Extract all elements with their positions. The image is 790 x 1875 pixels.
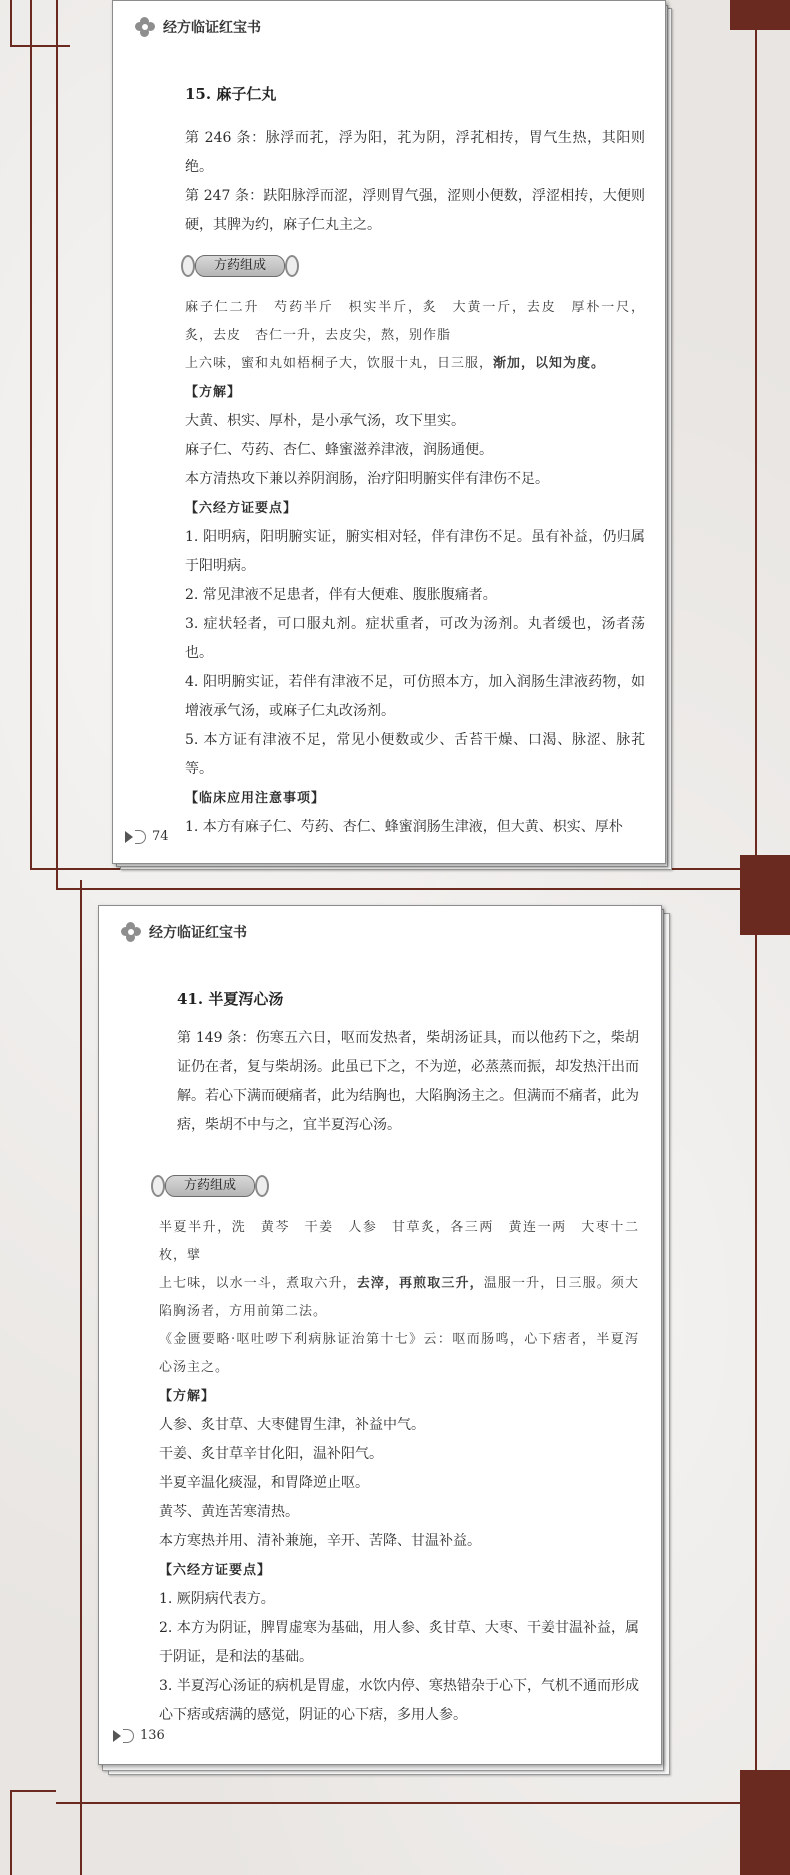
clause-paragraph: 第 247 条：趺阳脉浮而涩，浮则胃气强，涩则小便数，浮涩相抟，大便则硬，其脾为约，麻子仁丸主之。 — [185, 188, 645, 233]
frame-line — [56, 888, 790, 890]
linchuang-heading: 【临床应用注意事项】 — [185, 791, 326, 806]
fangjie-line: 大黄、枳实、厚朴，是小承气汤，攻下里实。 — [185, 413, 465, 429]
fangjie-line: 人参、炙甘草、大枣健胃生津，补益中气。 — [159, 1417, 425, 1433]
frame-line — [10, 1790, 56, 1792]
liujing-line: 1. 阳明病，阳明腑实证，腑实相对轻，伴有津伤不足。虽有补益，仍归属于阳明病。 — [185, 529, 645, 574]
frame-line — [56, 1802, 790, 1804]
banner-label: 方药组成 — [195, 255, 285, 277]
page-ring-icon — [123, 1729, 134, 1743]
book-page-136 — [98, 905, 662, 1765]
fangjie-line: 麻子仁、芍药、杏仁、蜂蜜滋养津液，润肠通便。 — [185, 442, 493, 458]
section-title: 15. 麻子仁丸 — [185, 85, 277, 103]
clause-paragraph: 第 246 条：脉浮而芤，浮为阳，芤为阴，浮芤相抟，胃气生热，其阳则绝。 — [185, 130, 645, 175]
fangjie-line: 本方清热攻下兼以养阴润肠，治疗阳明腑实伴有津伤不足。 — [185, 471, 549, 487]
method-plain: 温服一升，日三服。须大陷胸汤者，方用前第二法。 — [159, 1276, 639, 1319]
frame-line — [10, 0, 12, 45]
page-ring-icon — [135, 830, 146, 844]
frame-line — [56, 0, 58, 890]
liujing-line: 3. 症状轻者，可口服丸剂。症状重者，可改为汤剂。丸者缓也，汤者荡也。 — [185, 616, 645, 661]
formula-text: 半夏半升，洗 黄芩 干姜 人参 甘草炙，各三两 黄连一两 大枣十二枚，擘 — [159, 1220, 639, 1263]
formula-block — [159, 1214, 639, 1730]
frame-line — [10, 1790, 12, 1875]
frame-line — [755, 0, 757, 1875]
liujing-heading: 【六经方证要点】 — [185, 501, 298, 516]
frame-corner-block — [740, 1770, 790, 1875]
liujing-line: 5. 本方证有津液不足，常见小便数或少、舌苔干燥、口渴、脉涩、脉芤等。 — [185, 732, 645, 777]
formula-block — [185, 294, 645, 842]
banner-cap — [285, 255, 299, 277]
page-number-text: 136 — [140, 1728, 165, 1743]
page-number — [113, 1728, 165, 1743]
liujing-line: 4. 阳明腑实证，若伴有津液不足，可仿照本方，加入润肠生津液药物，如增液承气汤，或麻子仁丸改汤剂。 — [185, 674, 645, 719]
clause-paragraph: 第 149 条：伤寒五六日，呕而发热者，柴胡汤证具，而以他药下之，柴胡证仍在者，复与柴胡汤。此虽已下之，不为逆，必蒸蒸而振，却发热汗出而解。若心下满而硬痛者，此为结胸也，大陷胸汤主之。但满而不痛者，此为痞，柴胡不中与之，宜半夏泻心汤。 — [177, 1030, 639, 1133]
method-text — [185, 350, 645, 378]
banner-cap — [181, 255, 195, 277]
frame-corner-block — [740, 855, 790, 935]
linchuang-line: 1. 本方有麻子仁、芍药、杏仁、蜂蜜润肠生津液，但大黄、枳实、厚朴 — [185, 819, 623, 835]
fangjie-heading: 【方解】 — [185, 385, 242, 400]
frame-line — [10, 45, 70, 47]
clause-block — [177, 1024, 639, 1140]
section-title: 41. 半夏泻心汤 — [177, 990, 284, 1008]
book-panel-2 — [80, 905, 720, 1795]
liujing-heading: 【六经方证要点】 — [159, 1563, 272, 1578]
fangjie-line: 黄芩、黄连苦寒清热。 — [159, 1504, 299, 1520]
method-bold: 渐加，以知为度。 — [493, 356, 606, 371]
method-text — [159, 1270, 639, 1326]
book-panel-1 — [80, 0, 680, 885]
page-header — [135, 15, 261, 39]
clause-block — [185, 124, 645, 240]
book-title: 经方临证红宝书 — [149, 925, 247, 941]
liujing-line: 2. 常见津液不足患者，伴有大便难、腹胀腹痛者。 — [185, 587, 497, 603]
liujing-line: 2. 本方为阴证，脾胃虚寒为基础，用人参、炙甘草、大枣、干姜甘温补益，属于阴证，是和法的基础。 — [159, 1620, 639, 1665]
page-arrow-icon — [125, 831, 133, 843]
formula-text: 麻子仁二升 芍药半斤 枳实半斤，炙 大黄一斤，去皮 厚朴一尺，炙，去皮 杏仁一升，去皮尖，熬，别作脂 — [185, 300, 645, 343]
banner-formula — [181, 254, 299, 278]
book-page-74 — [112, 0, 666, 864]
method-plain: 上七味，以水一斗，煮取六升， — [159, 1276, 357, 1291]
fangjie-line: 干姜、炙甘草辛甘化阳，温补阳气。 — [159, 1446, 383, 1462]
banner-label: 方药组成 — [165, 1175, 255, 1197]
page-arrow-icon — [113, 1730, 121, 1742]
fangjie-line: 本方寒热并用、清补兼施，辛开、苦降、甘温补益。 — [159, 1533, 481, 1549]
page-number — [125, 829, 169, 844]
banner-cap — [255, 1175, 269, 1197]
method-bold: 去滓，再煎取三升， — [356, 1276, 484, 1291]
banner-formula — [151, 1174, 269, 1198]
jingui-text: 《金匮要略·呕吐哕下利病脉证治第十七》云：呕而肠鸣，心下痞者，半夏泻心汤主之。 — [159, 1332, 639, 1375]
method-plain: 上六味，蜜和丸如梧桐子大，饮服十丸，日三服， — [185, 356, 494, 371]
book-title: 经方临证红宝书 — [163, 20, 261, 36]
banner-cap — [151, 1175, 165, 1197]
page-header — [121, 920, 247, 944]
liujing-line: 1. 厥阴病代表方。 — [159, 1591, 275, 1607]
liujing-line: 3. 半夏泻心汤证的病机是胃虚，水饮内停、寒热错杂于心下，气机不通而形成心下痞或痞满的感觉，阴证的心下痞，多用人参。 — [159, 1678, 639, 1723]
frame-line — [30, 0, 32, 870]
flower-ornament-icon — [121, 922, 141, 942]
fangjie-heading: 【方解】 — [159, 1389, 216, 1404]
flower-ornament-icon — [135, 17, 155, 37]
page-number-text: 74 — [152, 829, 169, 844]
frame-corner-block — [730, 0, 790, 30]
fangjie-line: 半夏辛温化痰湿，和胃降逆止呕。 — [159, 1475, 369, 1491]
